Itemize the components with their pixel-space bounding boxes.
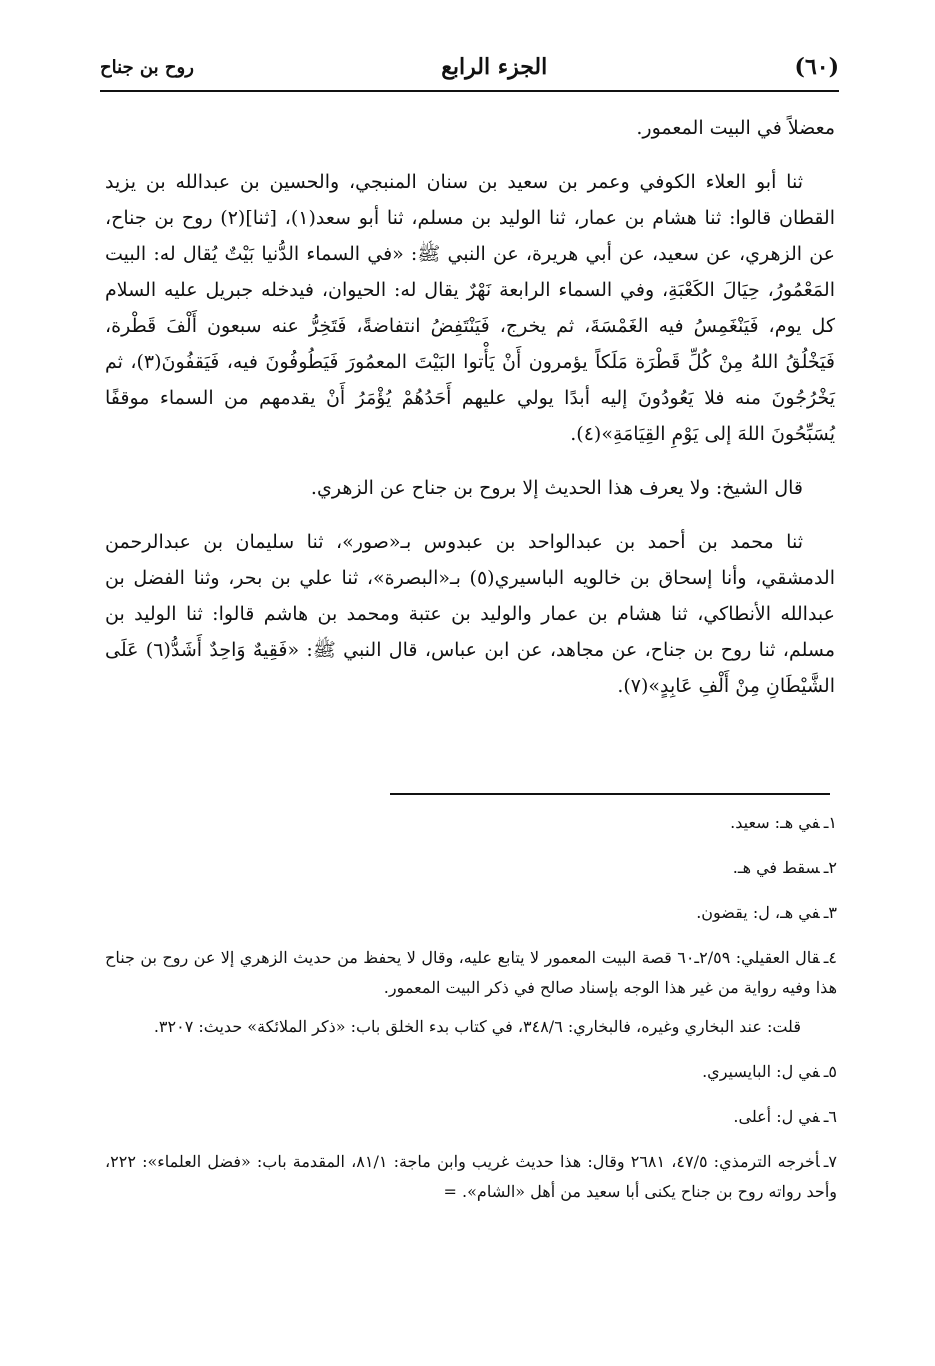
paragraph: معضلاً في البيت المعمور. [636, 117, 835, 139]
footnote-note: قلت: عند البخاري وغيره، فالبخاري: ٣٤٨/٦، في كتاب بدء الخلق باب: «ذكر الملائكة» حديث: ٣٢٠٧. [153, 1017, 801, 1036]
footnote-text: قال العقيلي: ٢/٥٩ـ٦٠ قصة البيت المعمور لا يتابع عليه، وقال لا يحفظ من حديث الزهري إلا عن روح بن جناح هذا وفيه رواية من غير هذا الوجه بإسناد صالح في ذكر البيت المعمور. [105, 948, 837, 997]
footnote [105, 808, 837, 838]
narrator-name: روح بن جناح [100, 56, 194, 78]
volume-title: الجزء الرابع [441, 54, 548, 80]
footnote-number: ٢ـ [823, 858, 837, 877]
paragraph: ثنا محمد بن أحمد بن عبدالواحد بن عبدوس بـ«صور»، ثنا سليمان بن عبدالرحمن الدمشقي، وأنا إسحاق بن خالويه الباسيري(٥) بـ«البصرة»، ثنا علي بن بحر، وثنا الفضل بن عبدالله الأنطاكي، ثنا هشام بن عمار والوليد بن عتبة ومحمد بن هاشم قالوا: ثنا الوليد بن مسلم، ثنا روح بن جناح، عن مجاهد، عن ابن عباس، قال النبي ﷺ: «فَقِيهٌ وَاحِدٌ أَشَدُّ(٦) عَلَى الشَّيْطَانِ مِنْ أَلْفِ عَابِدٍ»(٧). [105, 531, 835, 697]
footnote [105, 943, 837, 1003]
footnote [105, 1102, 837, 1132]
footnote [105, 1057, 837, 1087]
footnote-number: ٤ـ [823, 948, 838, 967]
footnote-text: في هـ: سعيد. [730, 813, 820, 832]
main-text [105, 110, 835, 722]
footnote-text: في هـ، ل: يقضون. [696, 903, 820, 922]
footnote-text: في ل: البايسيري. [702, 1062, 820, 1081]
paragraph: ثنا أبو العلاء الكوفي وعمر بن سعيد بن سنان المنبجي، والحسين بن عبدالله بن يزيد القطان قالوا: ثنا هشام بن عمار، ثنا الوليد بن مسلم، ثنا أبو سعد(١)، [ثنا](٢) روح بن جناح، عن الزهري، عن سعيد، عن أبي هريرة، عن النبي ﷺ: «في السماء الدُّنيا بَيْتٌ يُقال له: البيت المَعْمُورُ، حِيَالَ الكَعْبَةِ، وفي السماء الرابعة نَهْرٌ يقال له: الحيوان، فيدخله جبريل عليه السلام كل يوم، فَيَنْغَمِسُ فيه الغَمْسَةَ، ثم يخرج، فَيَنْتَفِضُ انتفاضةً، فَتَخِرُّ عنه سبعون أَلْفَ قَطْرة، فَيَخْلُقُ اللهُ مِنْ كُلِّ قَطْرَة مَلَكاً يؤمرون أَنْ يَأْتوا البَيْتَ المعمُورَ فَيَطُوفُونَ فيه، فَيَقفُونَ(٣)، ثم يَخْرُجُونَ منه فلا يَعُودُونَ إليه أبدًا يولي عليهم أَحَدُهُمْ يُؤْمَرُ أَنْ يقدمهم من السماء موقفًا يُسَبِّحُونَ اللهَ إلى يَوْمِ القِيَامَةِ»(٤). [105, 171, 835, 445]
page-header [100, 44, 839, 92]
footnote-text: سقط في هـ. [732, 858, 820, 877]
footnote-text: في ل: أعلى. [733, 1107, 820, 1126]
footnote-number: ٣ـ [823, 903, 837, 922]
paragraph: قال الشيخ: ولا يعرف هذا الحديث إلا بروح بن جناح عن الزهري. [310, 477, 803, 499]
footnote [105, 1147, 837, 1207]
footnote-number: ١ـ [823, 813, 837, 832]
footnote [105, 853, 837, 883]
page-number: (٦٠) [794, 54, 839, 80]
footnote-text: أخرجه الترمذي: ٤٧/٥، ٢٦٨١ وقال: هذا حديث غريب وابن ماجة: ٨١/١، المقدمة باب: «فضل العلماء»: ٢٢٢، وأحد رواته روح بن جناح يكنى أبا سعيد من أهل «الشام». = [105, 1152, 837, 1201]
footnote-number: ٥ـ [823, 1062, 837, 1081]
footnotes [105, 808, 837, 1222]
footnote-number: ٦ـ [823, 1107, 837, 1126]
footnote [105, 898, 837, 928]
footnote-number: ٧ـ [823, 1152, 837, 1171]
footnote-separator [390, 793, 830, 795]
